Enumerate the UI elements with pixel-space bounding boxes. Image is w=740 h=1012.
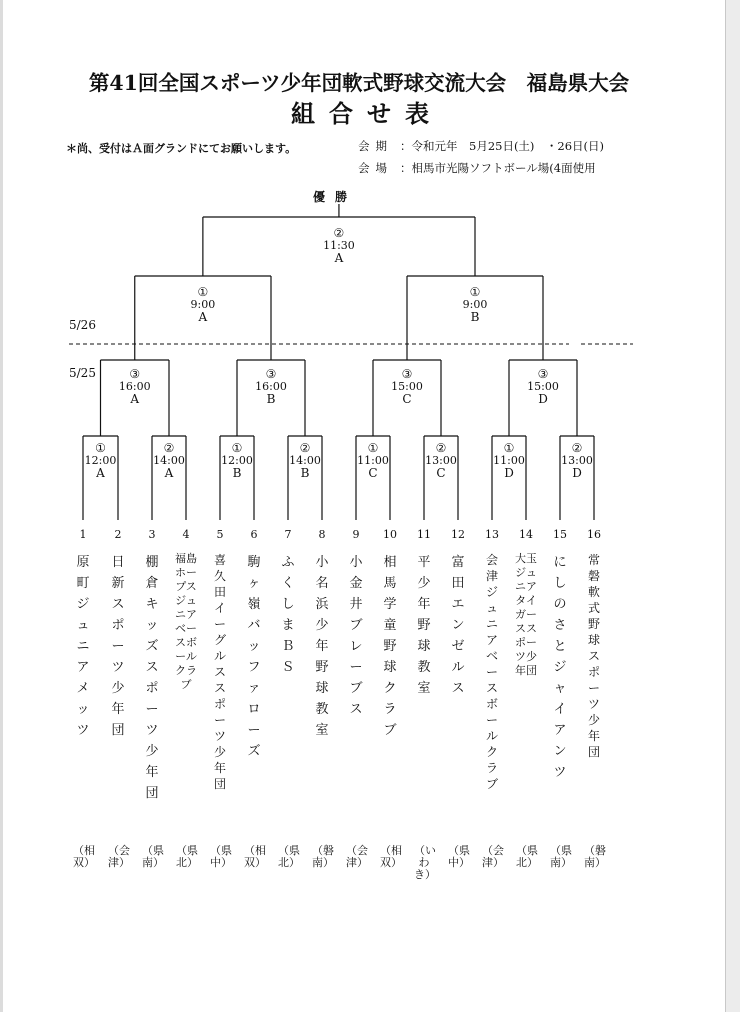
champion-label: 優勝	[312, 190, 357, 204]
team-number: 9	[352, 528, 360, 541]
match-label-r1-8	[552, 442, 602, 480]
viewer-right-edge	[725, 0, 740, 1012]
match-order: ①	[197, 285, 209, 299]
team-region: （県北）	[176, 844, 198, 869]
team-number: 2	[114, 528, 122, 541]
match-label-r1-3	[212, 442, 262, 480]
match-order: ①	[503, 441, 515, 455]
team-region: （県南）	[142, 844, 164, 869]
team-number: 10	[383, 528, 397, 541]
team-region: （磐南）	[312, 844, 334, 869]
match-time: 12:00	[84, 453, 117, 467]
match-court: A	[130, 392, 140, 407]
match-time: 9:00	[190, 297, 216, 311]
match-label-r1-1	[76, 442, 126, 480]
venue-label: 会場	[358, 161, 393, 175]
team-name: にしのさとジャイアンツ	[553, 555, 567, 780]
match-court: B	[266, 392, 276, 407]
match-court: C	[436, 466, 446, 481]
match-time: 15:00	[391, 379, 423, 393]
team-number: 14	[519, 528, 533, 541]
match-label-qf-1	[110, 368, 160, 406]
match-time: 14:00	[153, 453, 185, 467]
team-name: 相馬学童野球クラブ	[383, 555, 397, 738]
team-region: （県北）	[516, 844, 538, 869]
team-number: 11	[417, 528, 431, 541]
match-order: ②	[333, 226, 345, 240]
reception-note: ＊尚、受付はＡ面グランドにてお願いします。	[66, 142, 297, 155]
team-region: （県北）	[278, 844, 300, 869]
match-court: A	[96, 466, 105, 481]
team-name: 日新スポーツ少年団	[111, 555, 125, 738]
match-order: ②	[435, 441, 447, 455]
team-number: 12	[451, 528, 465, 541]
match-order: ③	[401, 367, 413, 381]
match-time: 13:00	[425, 453, 457, 467]
team-region: （県南）	[550, 844, 572, 869]
bracket-subtitle: 組合せ表	[291, 99, 443, 128]
match-label-qf-4	[518, 368, 568, 406]
document-page	[3, 0, 725, 1012]
team-region: （会津）	[346, 844, 368, 869]
team-number: 4	[182, 528, 190, 541]
match-time: 9:00	[462, 297, 488, 311]
team-number: 15	[553, 528, 567, 541]
team-region: （相双）	[380, 844, 402, 869]
team-name: 常磐軟式野球スポーツ少年団	[587, 553, 600, 759]
match-court: A	[164, 466, 174, 481]
match-order: ③	[265, 367, 277, 381]
match-court: D	[572, 466, 582, 481]
match-label-semi-1	[178, 286, 228, 324]
match-order: ①	[231, 441, 243, 455]
team-name: 原町ジュニアメッツ	[76, 555, 90, 738]
match-order: ②	[299, 441, 311, 455]
match-label-r1-2	[144, 442, 194, 480]
team-number: 5	[216, 528, 224, 541]
team-name: 喜久田イーグルススポーツ少年団	[213, 553, 226, 791]
match-order: ①	[95, 441, 106, 455]
team-number: 6	[250, 528, 258, 541]
team-name: 小名浜少年野球教室	[315, 555, 329, 738]
match-label-semi-2	[450, 286, 500, 324]
match-label-final	[314, 227, 364, 265]
match-time: 12:00	[221, 453, 253, 467]
match-label-r1-5	[348, 442, 398, 480]
match-court: A	[198, 310, 208, 325]
match-time: 11:00	[493, 453, 525, 467]
team-number: 3	[148, 528, 156, 541]
match-court: B	[300, 466, 310, 481]
team-name: 駒ヶ嶺バッファローズ	[247, 555, 261, 759]
match-order: ②	[571, 441, 583, 455]
team-name: 富田エンゼルス	[451, 555, 465, 696]
team-region: （磐南）	[584, 844, 606, 869]
team-region: （県中）	[448, 844, 470, 869]
match-order: ①	[469, 285, 481, 299]
match-court: D	[504, 466, 514, 481]
team-region: （県中）	[210, 844, 232, 869]
team-name: 福島ホープスジュニアベースボールクラブ	[175, 552, 197, 691]
match-time: 13:00	[561, 453, 593, 467]
match-label-r1-6	[416, 442, 466, 480]
match-court: A	[334, 251, 344, 266]
match-label-qf-3	[382, 368, 432, 406]
team-number: 16	[587, 528, 601, 541]
match-order: ①	[367, 441, 379, 455]
match-order: ②	[163, 441, 175, 455]
match-court: C	[368, 466, 378, 481]
match-time: 16:00	[255, 379, 287, 393]
team-region: （いわき）	[414, 844, 436, 881]
team-name: 会津ジュニアベースボールクラブ	[485, 553, 498, 791]
team-region: （会津）	[108, 844, 130, 869]
date-day2: 5/26	[69, 318, 96, 332]
venue-value: ：相馬市光陽ソフトボール場(4面使用	[400, 161, 596, 175]
team-number: 13	[485, 528, 499, 541]
period-label: 会期	[358, 139, 393, 153]
team-number: 1	[79, 528, 87, 541]
match-time: 11:00	[357, 453, 389, 467]
team-region: （相双）	[73, 844, 95, 869]
date-day1: 5/25	[69, 366, 96, 380]
match-court: C	[402, 392, 412, 407]
match-time: 11:30	[323, 238, 355, 252]
team-number: 7	[284, 528, 292, 541]
match-label-r1-7	[484, 442, 534, 480]
team-region: （会津）	[482, 844, 504, 869]
match-court: D	[538, 392, 548, 407]
match-court: B	[470, 310, 480, 325]
match-label-qf-2	[246, 368, 296, 406]
team-name: 棚倉キッズスポーツ少年団	[145, 555, 159, 801]
match-label-r1-4	[280, 442, 330, 480]
match-order: ③	[537, 367, 549, 381]
match-order: ③	[129, 367, 141, 381]
match-time: 15:00	[527, 379, 559, 393]
tournament-title: 第41回全国スポーツ少年団軟式野球交流大会 福島県大会	[88, 71, 630, 95]
team-name: 平少年野球教室	[417, 555, 431, 696]
team-name: 大玉ジュニアタイガーススポーツ少年団	[515, 552, 537, 677]
period-value: ：令和元年 5月25日(土) ・26日(日)	[400, 139, 605, 153]
match-court: B	[232, 466, 242, 481]
match-time: 14:00	[289, 453, 321, 467]
team-number: 8	[318, 528, 326, 541]
match-time: 16:00	[118, 379, 151, 393]
team-name: 小金井ブレーブス	[349, 555, 363, 717]
team-region: （相双）	[244, 844, 266, 869]
team-name: ふくしまＢＳ	[281, 555, 295, 675]
